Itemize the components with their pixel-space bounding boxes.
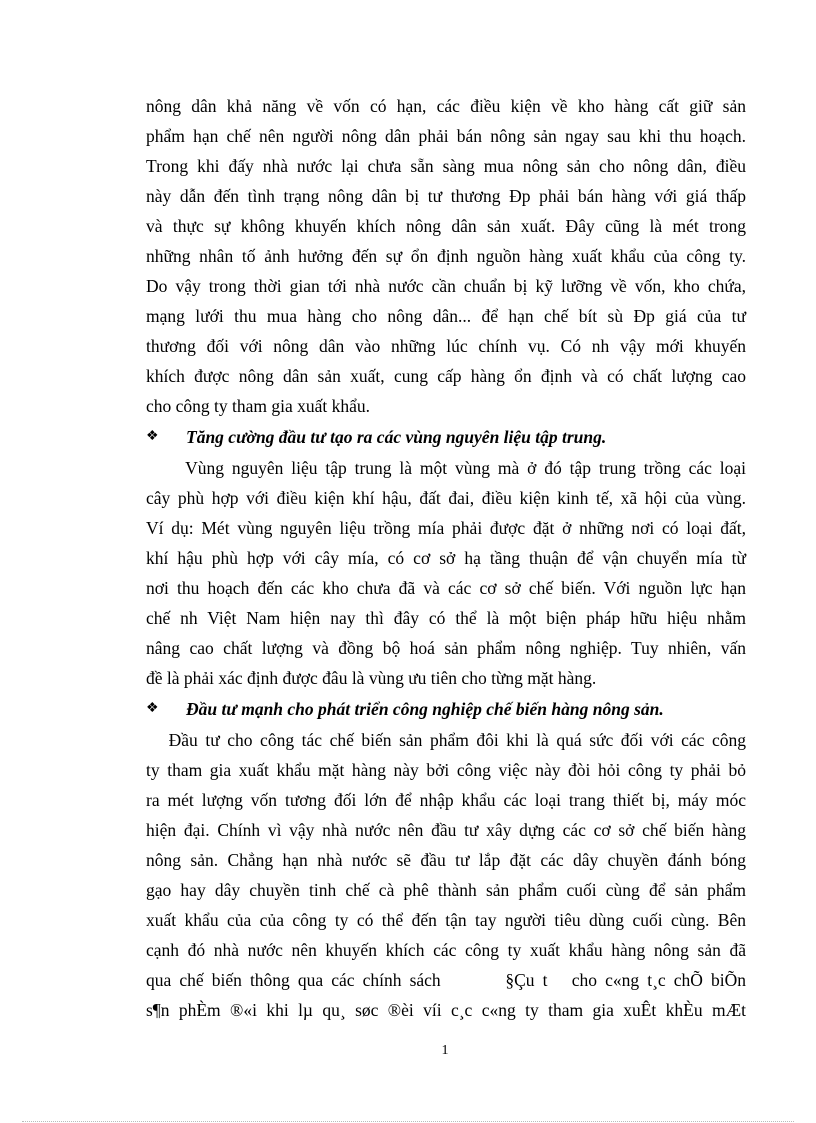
text-line: chế nh Việt Nam hiện nay thì đây có thể là một biện pháp hữu hiệu nhằm (146, 608, 746, 628)
text-line: cạnh đó nhà nước nên khuyến khích các công ty xuất khẩu hàng nông sản đã (146, 940, 746, 960)
text-line: Do vậy trong thời gian tới nhà nước cần chuẩn bị kỹ lưỡng về vốn, kho chứa, (146, 276, 746, 296)
text-line: khí hậu phù hợp với cây mía, có cơ sở hạ tầng thuận để vận chuyển mía từ (146, 548, 746, 568)
text-line: Đầu tư cho công tác chế biến sản phẩm đôi khi là quá sức đối với các công (146, 730, 746, 750)
text-line: phẩm hạn chế nên người nông dân phải bán nông sản ngay sau khi thu hoạch. (146, 126, 746, 146)
text-line: Vùng nguyên liệu tập trung là một vùng mà ở đó tập trung trồng các loại (146, 458, 746, 478)
text-line: mạng lưới thu mua hàng cho nông dân... để hạn chế bít sù Ðp giá của tư (146, 306, 746, 326)
text-line: những nhân tố ảnh hưởng đến sự ổn định nguồn hàng xuất khẩu của công ty. (146, 246, 746, 266)
text-line: ra mét lượng vốn tương đối lớn để nhập khẩu các loại trang thiết bị, máy móc (146, 790, 746, 810)
page-bottom-divider (22, 1121, 794, 1122)
text-line: nâng cao chất lượng và đồng bộ hoá sản phẩm nông nghiệp. Tuy nhiên, vấn (146, 638, 746, 658)
text-line: cây phù hợp với điều kiện khí hậu, đất đai, điều kiện kinh tế, xã hội của vùng. (146, 488, 746, 508)
text-line: đề là phải xác định được đâu là vùng ưu tiên cho từng mặt hàng. (146, 668, 597, 688)
diamond-bullet-icon: ❖ (146, 701, 159, 716)
text-line: thương đối với nông dân vào những lúc chính vụ. Có nh vậy mới khuyến (146, 336, 746, 356)
text-line: gạo hay dây chuyền tinh chế cà phê thành sản phẩm cuối cùng để sản phẩm (146, 880, 746, 900)
diamond-bullet-icon: ❖ (146, 429, 159, 444)
text-line: khích được nông dân sản xuất, cung cấp hàng ổn định và có chất lượng cao (146, 366, 746, 386)
text-line: Trong khi đấy nhà nước lại chưa sẵn sàng mua nông sản cho nông dân, điều (146, 156, 746, 176)
text-line: nơi thu hoạch đến các kho chưa đã và các cơ sở chế biến. Với nguồn lực hạn (146, 578, 746, 598)
text-line: s¶n phÈm ®«i khi lµ qu¸ søc ®èi víi c¸c c«ng ty tham gia xuÊt khÈu mÆt (146, 1000, 746, 1020)
text-line: qua chế biến thông qua các chính sách §Çu t cho c«ng t¸c chÕ biÕn (146, 970, 746, 990)
text-line: cho công ty tham gia xuất khẩu. (146, 396, 371, 416)
text-line: hiện đại. Chính vì vậy nhà nước nên đầu tư xây dựng các cơ sở chế biến hàng (146, 820, 746, 840)
text-line: này dẫn đến tình trạng nông dân bị tư thương Ðp phải bán hàng với giá thấp (146, 186, 746, 206)
text-line: nông sản. Chẳng hạn nhà nước sẽ đầu tư lắp đặt các dây chuyền đánh bóng (146, 850, 746, 870)
text-line: xuất khẩu của của công ty có thể đến tận tay người tiêu dùng cuối cùng. Bên (146, 910, 746, 930)
page-number: 1 (441, 1043, 449, 1058)
bullet-heading-text: Đầu tư mạnh cho phát triển công nghiệp chế biến hàng nông sản. (186, 699, 664, 719)
text-line: và thực sự không khuyến khích nông dân sản xuất. Đây cũng là mét trong (146, 216, 746, 236)
text-line: Ví dụ: Mét vùng nguyên liệu trồng mía phải được đặt ở những nơi có loại đất, (146, 518, 746, 538)
text-line: ty tham gia xuất khẩu mặt hàng này bởi công việc này đòi hỏi công ty phải bỏ (146, 760, 746, 780)
text-line: nông dân khả năng về vốn có hạn, các điều kiện về kho hàng cất giữ sản (146, 96, 746, 116)
bullet-heading-text: Tăng cường đầu tư tạo ra các vùng nguyên liệu tập trung. (186, 427, 607, 447)
